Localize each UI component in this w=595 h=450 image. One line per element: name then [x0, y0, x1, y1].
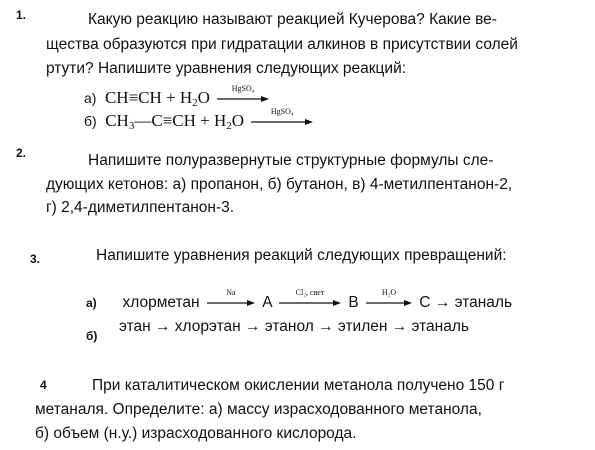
equation-b-oxygen: O — [231, 111, 244, 130]
condition-label: Na — [226, 287, 236, 297]
chain-a-compound-a: A — [262, 294, 272, 311]
reaction-arrow — [251, 107, 313, 126]
equation-b — [84, 107, 316, 132]
chain-b-text: этан → хлорэтан → этанол → этилен → этаналь — [119, 318, 469, 335]
equation-a-reactants: CH≡CH + H — [104, 88, 193, 107]
equation-a-label: а) — [84, 90, 97, 106]
catalyst-label: HgSO₄ — [231, 84, 255, 94]
task-4-line-1: При каталитическом окислении метанола получено 150 г — [92, 377, 505, 394]
task-1-line-3: ртути? Напишите уравнения следующих реакций: — [46, 60, 407, 77]
equation-a-oxygen: O — [197, 88, 210, 107]
catalyst-label: HgSO₄ — [270, 107, 294, 117]
chain-a-compound-c: C — [419, 294, 431, 311]
chain-a — [86, 287, 513, 312]
reaction-arrow — [217, 84, 269, 103]
equation-a-subscript: 2 — [192, 97, 198, 109]
task-3-title: Напишите уравнения реакций следующих превращений: — [96, 247, 507, 264]
reaction-arrow — [366, 287, 412, 307]
condition-label: H₂O — [381, 287, 397, 297]
reaction-arrow — [279, 287, 341, 307]
reaction-arrow — [207, 287, 255, 307]
equation-b-subscript-2: 2 — [226, 120, 232, 132]
task-2-line-3: г) 2,4-диметилпентанон-3. — [46, 199, 235, 216]
task-4-line-2: метаналя. Определите: а) массу израсходованного метанола, — [35, 401, 482, 418]
task-2-number: 2. — [16, 146, 27, 160]
task-2-line-2: дующих кетонов: а) пропанон, б) бутанон, в) 4-метилпентанон-2, — [46, 176, 513, 193]
task-1-line-2: щества образуются при гидратации алкинов в присутствии солей — [46, 36, 518, 53]
equation-b-ch: CH — [105, 111, 129, 130]
equation-b-label: б) — [84, 113, 97, 129]
task-3-number: 3. — [30, 252, 41, 266]
equation-a — [84, 84, 272, 109]
equation-b-subscript-3: 3 — [128, 120, 135, 132]
chain-a-label: а) — [86, 296, 97, 310]
arrow-glyph: → — [434, 294, 451, 311]
chain-a-start: хлорметан — [122, 294, 200, 311]
chain-a-compound-b: B — [348, 294, 359, 311]
task-1-line-1: Какую реакцию называют реакцией Кучерова? Какие ве- — [88, 11, 497, 28]
task-1-number: 1. — [16, 8, 27, 22]
condition-label: Cl₂, свет — [295, 287, 325, 297]
task-2-line-1: Напишите полуразвернутые структурные формулы сле- — [88, 152, 494, 169]
chain-a-end: этаналь — [454, 294, 513, 311]
equation-b-reactants: —C≡CH + H — [134, 111, 227, 130]
task-4-line-3: б) объем (н.у.) израсходованного кислорода. — [35, 425, 357, 442]
chain-b-label: б) — [86, 329, 98, 343]
task-4-number: 4 — [40, 378, 47, 392]
